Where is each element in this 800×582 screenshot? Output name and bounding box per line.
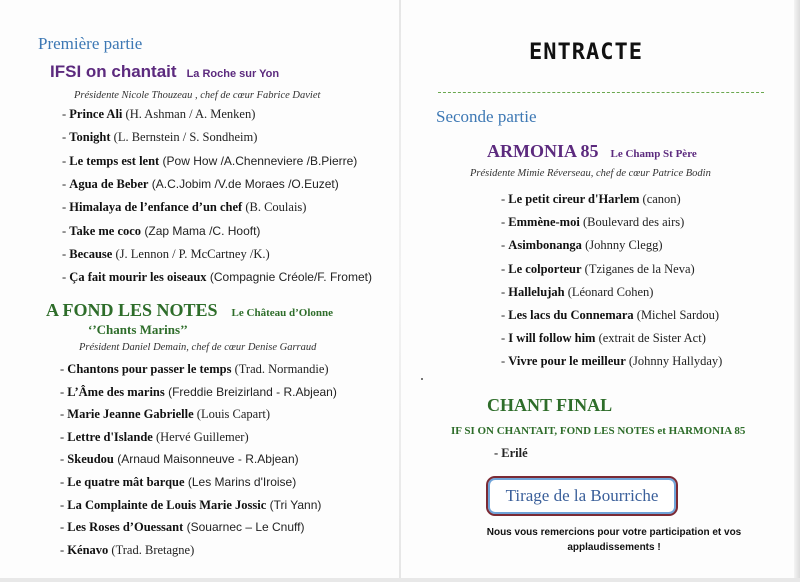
choir-city: Le Champ St Père [610, 148, 697, 160]
stray-mark [421, 378, 423, 380]
song-dash: - [501, 238, 509, 253]
song-authors: (Trad. Bretagne) [108, 542, 195, 557]
song-dash: - [60, 520, 68, 535]
song-dash: - [62, 200, 70, 215]
song-dash: - [60, 429, 68, 444]
song-authors: (J. Lennon / P. McCartney /K.) [112, 246, 270, 261]
song-authors: (Souarnec – Le Cnuff) [183, 520, 305, 535]
song-title: Take me coco [69, 223, 142, 238]
song-item [60, 475, 296, 490]
song-authors: (canon) [639, 192, 681, 206]
song-title: Les lacs du Connemara [508, 308, 634, 322]
song-item [62, 224, 260, 239]
song-title: Lettre d'Islande [67, 429, 153, 444]
song-title: Ça fait mourir les oiseaux [69, 270, 207, 285]
song-dash: - [62, 176, 70, 191]
song-item [60, 362, 329, 377]
song-title: Les Roses d’Ouessant [67, 520, 184, 535]
thanks-line-1: Nous vous remercions pour votre participation et vos [486, 527, 742, 538]
song-item [60, 452, 299, 467]
song-item [501, 331, 706, 346]
song-dash: - [501, 354, 509, 369]
song-authors: (Johnny Hallyday) [625, 354, 723, 369]
song-item [501, 354, 722, 369]
choir-city: La Roche sur Yon [186, 68, 280, 80]
song-authors: (Michel Sardou) [633, 308, 720, 322]
song-item [62, 200, 306, 215]
song-authors: (B. Coulais) [242, 200, 307, 215]
song-title: Le petit cireur d'Harlem [508, 192, 640, 206]
song-authors: (Arnaud Maisonneuve - R.Abjean) [113, 452, 299, 467]
chant-final-title: CHANT FINAL [487, 395, 613, 415]
choir-city: Le Château d’Olonne [231, 307, 334, 319]
song-dash: - [60, 384, 68, 399]
song-authors: (Zap Mama /C. Hooft) [141, 223, 261, 238]
song-authors: (Les Marins d'Iroise) [184, 475, 297, 489]
song-dash: - [60, 362, 68, 376]
song-item [60, 430, 249, 445]
song-item [60, 385, 337, 400]
song-authors: (extrait de Sister Act) [595, 331, 706, 346]
song-title: Because [69, 246, 113, 261]
song-title: Prince Ali [69, 107, 123, 121]
choir-name: IFSI on chantait [50, 62, 177, 81]
song-dash: - [501, 261, 509, 276]
song-title: Himalaya de l’enfance d’un chef [69, 200, 243, 215]
song-item [501, 262, 695, 277]
song-authors: (Tziganes de la Neva) [581, 261, 695, 276]
song-dash: - [60, 542, 68, 557]
song-title: Marie Jeanne Gabrielle [67, 407, 194, 422]
song-dash: - [62, 130, 70, 145]
choir-subtitle: ‘’Chants Marins’’ [88, 322, 188, 337]
page-edge [794, 0, 800, 582]
song-item [501, 285, 653, 300]
song-item [501, 308, 719, 323]
song-item [62, 130, 257, 145]
song-dash: - [501, 308, 509, 322]
song-title: Tonight [69, 130, 111, 145]
page-edge-bottom [0, 578, 800, 582]
choir-president: Président Daniel Demain, chef de cœur Denise Garraud [79, 342, 317, 353]
song-item [60, 407, 270, 422]
song-authors: (L. Bernstein / S. Sondheim) [110, 130, 258, 145]
song-item [62, 107, 255, 122]
song-dash: - [60, 407, 68, 422]
song-title: Skeudou [67, 452, 114, 467]
song-dash: - [60, 497, 68, 512]
song-item [62, 177, 339, 192]
song-authors: (H. Ashman / A. Menken) [122, 107, 256, 121]
song-title: Le colporteur [508, 261, 582, 276]
song-dash: - [501, 331, 509, 346]
song-item [60, 498, 321, 513]
song-title: Agua de Beber [69, 176, 149, 191]
song-authors: (Louis Capart) [193, 407, 271, 422]
entracte-title: ENTRACTE [529, 40, 643, 65]
song-title: Asimbonanga [508, 238, 582, 253]
choir-name: ARMONIA 85 [487, 141, 599, 161]
song-title: Le temps est lent [69, 153, 160, 168]
song-title: Hallelujah [508, 284, 565, 299]
song-item [501, 192, 681, 207]
song-item [62, 270, 372, 285]
song-dash: - [60, 475, 68, 489]
song-item [62, 154, 357, 169]
song-title: L’Âme des marins [67, 384, 165, 399]
song-title: Kénavo [67, 542, 109, 557]
song-title: Vivre pour le meilleur [508, 354, 626, 369]
song-title: Le quatre mât barque [67, 475, 185, 489]
song-title: Chantons pour passer le temps [67, 362, 232, 376]
choir-armonia-heading [487, 141, 697, 162]
song-dash: - [62, 223, 70, 238]
final-song: - Erilé [494, 446, 528, 460]
tirage-bourriche-box: Tirage de la Bourriche [486, 476, 678, 516]
choir-name: A FOND LES NOTES [46, 300, 218, 320]
song-dash: - [60, 452, 68, 467]
song-authors: (Pow How /A.Chenneviere /B.Pierre) [159, 153, 358, 168]
song-dash: - [501, 284, 509, 299]
song-dash: - [62, 246, 70, 261]
choir-president: Présidente Mimie Réverseau, chef de cœur Patrice Bodin [470, 168, 711, 179]
song-authors: (Boulevard des airs) [579, 215, 685, 230]
song-authors: (A.C.Jobim /V.de Moraes /O.Euzet) [148, 176, 339, 191]
section-divider [438, 92, 764, 93]
song-authors: (Hervé Guillemer) [152, 429, 249, 444]
song-authors: (Tri Yann) [266, 497, 322, 512]
song-item [60, 520, 304, 535]
final-choirs: IF SI ON CHANTAIT, FOND LES NOTES et HARMONIA 85 [451, 425, 746, 437]
thanks-line-2: applaudissements ! [567, 542, 661, 553]
song-authors: (Freddie Breizirland - R.Abjean) [164, 384, 337, 399]
choir-afond-heading [46, 300, 333, 321]
song-item [60, 543, 194, 558]
song-dash: - [501, 192, 509, 206]
song-dash: - [501, 215, 509, 230]
song-dash: - [62, 153, 70, 168]
song-item [501, 238, 663, 253]
song-title: I will follow him [508, 331, 596, 346]
song-item [62, 247, 270, 262]
song-title: Emmène-moi [508, 215, 580, 230]
song-title: La Complainte de Louis Marie Jossic [67, 497, 267, 512]
song-dash: - [62, 270, 70, 285]
song-authors: (Johnny Clegg) [581, 238, 663, 253]
song-authors: (Trad. Normandie) [231, 362, 329, 376]
song-dash: - [62, 107, 70, 121]
choir-ifsi-heading [50, 62, 279, 82]
part-two-title: Seconde partie [436, 107, 537, 126]
choir-president: Présidente Nicole Thouzeau , chef de cœur Fabrice Daviet [74, 90, 321, 101]
part-one-title: Première partie [38, 34, 143, 53]
page-fold [399, 0, 401, 582]
song-authors: (Compagnie Créole/F. Fromet) [206, 270, 372, 285]
song-authors: (Léonard Cohen) [564, 284, 654, 299]
song-item [501, 215, 684, 230]
